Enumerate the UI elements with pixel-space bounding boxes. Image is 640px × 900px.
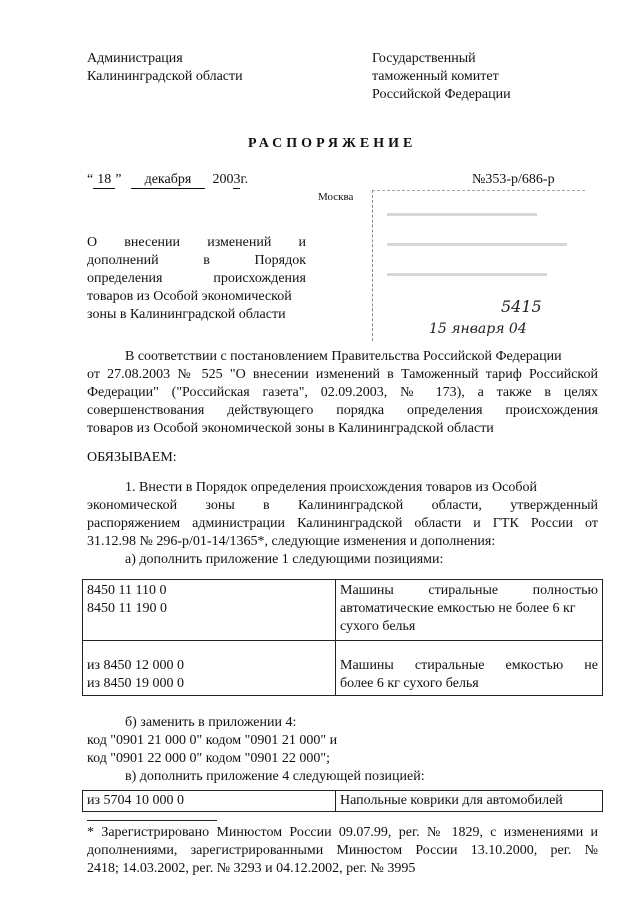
item-1	[87, 479, 598, 569]
footnote-line: 2418; 14.03.2002, рег. № 3293 и 04.12.2002, рег. № 3995	[87, 861, 416, 876]
subject-line: зоны в Калининградской области	[87, 307, 286, 322]
table-row	[83, 641, 603, 696]
footnote-line: * Зарегистрировано Минюстом России 09.07.99, рег. № 1829, с изменениями и	[87, 825, 598, 840]
item-1a: а) дополнить приложение 1 следующими позициями:	[125, 552, 444, 567]
table-row	[83, 791, 603, 812]
code: 8450 11 190 0	[87, 601, 167, 616]
issuer-left-line: Калининградской области	[87, 69, 243, 84]
date-quote-close: ”	[115, 172, 122, 187]
stamp-line	[387, 243, 567, 246]
stamp-line	[387, 213, 537, 216]
stamp-date: 15 января 04	[429, 321, 527, 337]
table-cell-code: из 5704 10 000 0	[83, 791, 336, 812]
item-1-line: 1. Внести в Порядок определения происхождения товаров из Особой	[125, 480, 537, 495]
obligate-heading: ОБЯЗЫВАЕМ:	[87, 450, 177, 465]
desc-line: автоматические емкостью не более 6 кг	[340, 601, 576, 616]
date-suffix: г.	[240, 172, 249, 187]
date-month: декабря	[131, 172, 205, 189]
table-appendix-1	[82, 579, 603, 696]
document-subject	[87, 234, 306, 324]
preamble-line: В соответствии с постановлением Правительства Российской Федерации	[125, 349, 562, 364]
issuer-left	[87, 50, 243, 86]
date-day: 18	[93, 172, 115, 189]
subject-line: товаров из Особой экономической	[87, 289, 292, 304]
desc-line: сухого белья	[340, 619, 416, 634]
item-b-line: код "0901 22 000 0" кодом "0901 22 000";	[87, 751, 330, 766]
document-title: РАСПОРЯЖЕНИЕ	[248, 136, 417, 151]
item-b-line: код "0901 21 000 0" кодом "0901 21 000" и	[87, 733, 338, 748]
preamble-line: совершенствования действующего порядка определения происхождения	[87, 403, 598, 418]
table-cell-codes	[83, 641, 336, 696]
table-cell-desc: Напольные коврики для автомобилей	[336, 791, 603, 812]
item-1-line: экономической зоны в Калининградской области, утвержденный	[87, 498, 598, 513]
desc-line: Машины стиральные полностью	[340, 583, 598, 598]
table-row	[83, 580, 603, 641]
item-b-line: б) заменить в приложении 4:	[125, 715, 297, 730]
table-cell-desc	[336, 641, 603, 696]
footnote-divider	[87, 820, 217, 821]
date-quote-open: “	[87, 172, 94, 187]
preamble-line: от 27.08.2003 № 525 "О внесении изменений в Таможенный тариф Российской	[87, 367, 598, 382]
date-year-suffix: 3	[233, 172, 241, 187]
items-b-c	[87, 714, 425, 786]
desc-line: более 6 кг сухого белья	[340, 676, 479, 691]
issuer-right-line: таможенный комитет	[372, 69, 499, 84]
table-appendix-4	[82, 790, 603, 812]
desc-line: Машины стиральные емкостью не	[340, 658, 598, 673]
footnote	[87, 824, 598, 878]
preamble	[87, 348, 598, 438]
table-cell-desc	[336, 580, 603, 641]
issuer-right	[372, 50, 511, 104]
document-date	[87, 172, 248, 189]
footnote-line: дополнениями, зарегистрированными Минюстом России 13.10.2000, рег. №	[87, 843, 598, 858]
code: 8450 11 110 0	[87, 583, 167, 598]
city: Москва	[318, 191, 354, 203]
document-number: №353-р/686-р	[472, 172, 555, 187]
table-cell-codes	[83, 580, 336, 641]
item-c-line: в) дополнить приложение 4 следующей позицией:	[125, 769, 425, 784]
code: из 8450 19 000 0	[87, 676, 185, 691]
issuer-left-line: Администрация	[87, 51, 183, 66]
subject-line: определения происхождения	[87, 271, 306, 286]
registration-stamp	[372, 190, 585, 341]
stamp-number: 5415	[501, 297, 542, 316]
date-year-prefix: 200	[212, 172, 234, 187]
subject-line: дополнений в Порядок	[87, 253, 306, 268]
item-1-line: распоряжением администрации Калининградской области и ГТК России от	[87, 516, 598, 531]
code: из 8450 12 000 0	[87, 658, 185, 673]
preamble-line: товаров из Особой экономической зоны в Калининградской области	[87, 421, 494, 436]
stamp-line	[387, 273, 547, 276]
subject-line: О внесении изменений и	[87, 235, 306, 250]
issuer-right-line: Российской Федерации	[372, 87, 511, 102]
issuer-right-line: Государственный	[372, 51, 476, 66]
preamble-line: Федерации" ("Российская газета", 02.09.2003, № 173), а также в целях	[87, 385, 598, 400]
item-1-line: 31.12.98 № 296-р/01-14/1365*, следующие изменения и дополнения:	[87, 534, 496, 549]
